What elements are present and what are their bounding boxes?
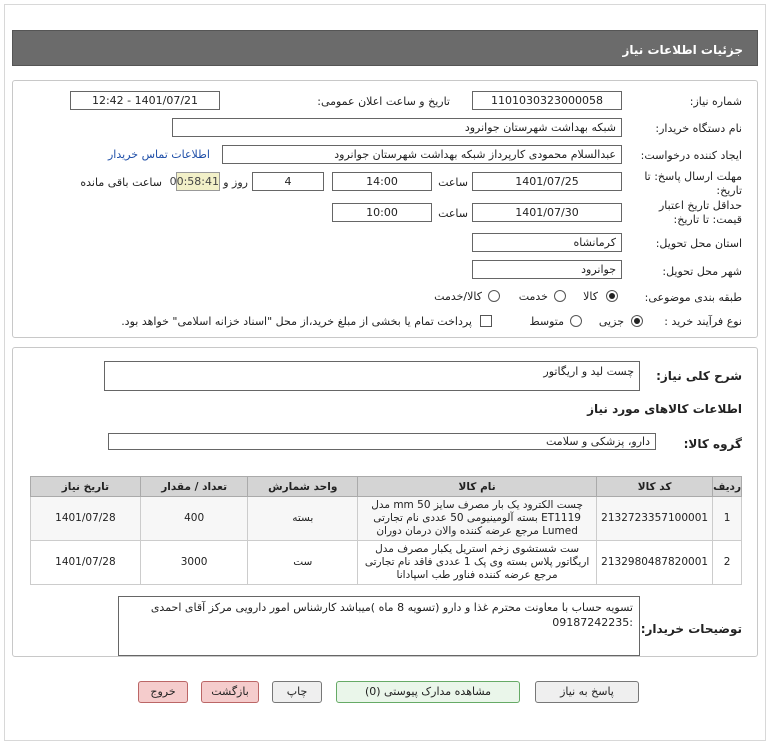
row-date: 1401/07/28 — [31, 497, 141, 541]
category-service-radio[interactable] — [554, 290, 566, 302]
province-field: کرمانشاه — [472, 233, 622, 252]
notes-field: تسویه حساب با معاونت محترم غذا و دارو (تسویه 8 ماه )میباشد کارشناس امور دارویی مرکز آقای احمدی :09187242235 — [118, 596, 640, 656]
buyer-org-label: نام دستگاه خریدار: — [655, 122, 742, 135]
exit-button[interactable]: خروج — [138, 681, 188, 703]
deadline-date-field: 1401/07/25 — [472, 172, 622, 191]
validity-time-field: 10:00 — [332, 203, 432, 222]
table-header-row — [31, 477, 742, 497]
process-medium-radio[interactable] — [570, 315, 582, 327]
col-index-header: ردیف — [713, 477, 742, 497]
category-goods-radio[interactable] — [606, 290, 618, 302]
row-index: 2 — [713, 541, 742, 585]
row-qty: 3000 — [140, 541, 248, 585]
need-number-label: شماره نیاز: — [689, 95, 742, 108]
table-row — [31, 541, 742, 585]
reply-button[interactable]: پاسخ به نیاز — [535, 681, 639, 703]
col-qty-header: تعداد / مقدار — [140, 477, 248, 497]
deadline-label-1: مهلت ارسال پاسخ: تا — [644, 170, 742, 183]
row-name: ست شستشوی زخم استریل یکبار مصرف مدل اریگاتور پلاس بسته وی پک 1 عددی فاقد نام تجارتی مرجع عرضه کننده فناور طب اسپادانا — [358, 541, 597, 585]
remaining-time-field: 00:58:41 — [176, 172, 220, 191]
buyer-org-field: شبکه بهداشت شهرستان جوانرود — [172, 118, 622, 137]
col-date-header: تاریخ نیاز — [31, 477, 141, 497]
group-field: دارو، پزشکی و سلامت — [108, 433, 656, 450]
province-label: استان محل تحویل: — [655, 237, 742, 250]
days-field: 4 — [252, 172, 324, 191]
group-label: گروه کالا: — [683, 437, 742, 451]
payment-note: پرداخت تمام یا بخشی از مبلغ خرید،از محل "اسناد خزانه اسلامی" خواهد بود. — [121, 315, 472, 328]
attachments-button[interactable]: مشاهده مدارک پیوستی (0) — [336, 681, 520, 703]
desc-label: شرح کلی نیاز: — [656, 369, 742, 383]
category-label: طبقه بندی موضوعی: — [644, 291, 742, 304]
row-unit: بسته — [248, 497, 358, 541]
table-row — [31, 497, 742, 541]
process-medium-label: متوسط — [529, 315, 564, 328]
validity-label-1: حداقل تاریخ اعتبار — [658, 199, 742, 212]
announce-label: تاریخ و ساعت اعلان عمومی: — [317, 95, 450, 108]
process-partial-label: جزیی — [598, 315, 624, 328]
validity-date-field: 1401/07/30 — [472, 203, 622, 222]
row-code: 2132980487820001 — [597, 541, 713, 585]
announce-field: 1401/07/21 - 12:42 — [70, 91, 220, 110]
category-service-label: خدمت — [518, 290, 548, 303]
city-field: جوانرود — [472, 260, 622, 279]
process-partial-radio[interactable] — [631, 315, 643, 327]
row-name: چست الکترود یک بار مصرف سایز 50 mm مدل ET1119 بسته آلومینیومی 50 عددی نام تجارتی Lumed مرجع عرضه کننده والان درمان دوران — [358, 497, 597, 541]
desc-field: چست لید و اریگاتور — [104, 361, 640, 391]
page-title: جزئیات اطلاعات نیاز — [12, 30, 758, 66]
col-code-header: کد کالا — [597, 477, 713, 497]
back-button[interactable]: بازگشت — [201, 681, 259, 703]
contact-buyer-link[interactable]: اطلاعات تماس خریدار — [108, 148, 210, 161]
category-both-label: کالا/خدمت — [434, 290, 482, 303]
category-goods-label: کالا — [583, 290, 598, 303]
days-label: روز و — [223, 176, 248, 189]
validity-label-2: قیمت: تا تاریخ: — [673, 213, 742, 226]
row-date: 1401/07/28 — [31, 541, 141, 585]
deadline-label-2: تاریخ: — [716, 184, 742, 197]
requester-label: ایجاد کننده درخواست: — [640, 149, 742, 162]
row-code: 2132723357100001 — [597, 497, 713, 541]
remaining-label: ساعت باقی مانده — [80, 176, 162, 189]
need-number-field: 1101030323000058 — [472, 91, 622, 110]
requester-field: عبدالسلام محمودی کارپرداز شبکه بهداشت شهرستان جوانرود — [222, 145, 622, 164]
col-unit-header: واحد شمارش — [248, 477, 358, 497]
row-index: 1 — [713, 497, 742, 541]
notes-label: توضیحات خریدار: — [640, 622, 742, 636]
row-unit: ست — [248, 541, 358, 585]
col-name-header: نام کالا — [358, 477, 597, 497]
print-button[interactable]: چاپ — [272, 681, 322, 703]
goods-table — [30, 476, 742, 585]
category-both-radio[interactable] — [488, 290, 500, 302]
deadline-time-field: 14:00 — [332, 172, 432, 191]
deadline-time-label: ساعت — [438, 176, 468, 189]
process-label: نوع فرآیند خرید : — [664, 315, 742, 328]
row-qty: 400 — [140, 497, 248, 541]
city-label: شهر محل تحویل: — [662, 265, 742, 278]
treasury-payment-checkbox[interactable] — [480, 315, 492, 327]
goods-info-title: اطلاعات کالاهای مورد نیاز — [587, 402, 742, 416]
validity-time-label: ساعت — [438, 207, 468, 220]
